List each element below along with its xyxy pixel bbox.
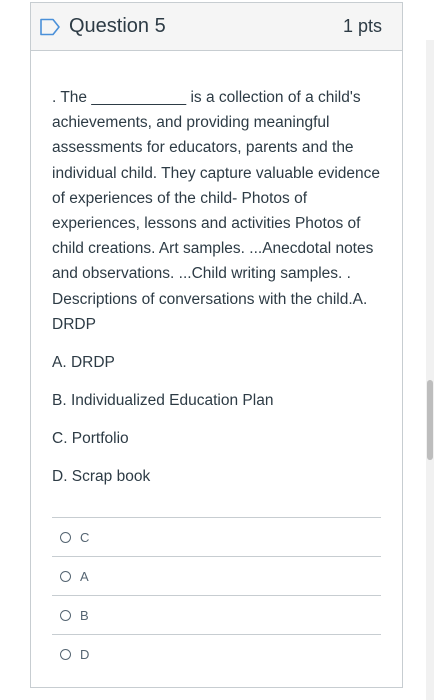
radio-button[interactable]	[60, 571, 71, 582]
radio-button[interactable]	[60, 610, 71, 621]
scrollbar-track[interactable]	[426, 40, 434, 700]
scrollbar-thumb[interactable]	[427, 380, 433, 460]
question-header	[31, 3, 402, 51]
choice-line: D. Scrap book	[52, 468, 151, 486]
answer-options	[52, 517, 381, 674]
answer-option[interactable]	[52, 596, 381, 635]
choices-list	[52, 351, 381, 503]
choice-line: C. Portfolio	[52, 430, 129, 448]
answer-label: D	[80, 647, 90, 663]
answer-option[interactable]	[52, 635, 381, 674]
radio-button[interactable]	[60, 649, 71, 660]
question-header-left	[39, 15, 166, 38]
radio-button[interactable]	[60, 532, 71, 543]
answer-label: A	[80, 568, 89, 584]
question-points: 1 pts	[342, 16, 382, 36]
answer-label: B	[80, 607, 89, 623]
question-text: . The ___________ is a collection of a child's achievements, and providing meaningful assessments for educators, parents and the individual child. They capture valuable evidence of experiences of the child- Photos of experiences, lessons and activities Photos of child creations. Art samples. ...Anecdotal notes and observations. ...Child writing samples. . Descriptions of conversations with the child.A. DRDP	[52, 89, 381, 333]
flag-outline-icon[interactable]	[39, 18, 61, 36]
answer-option[interactable]	[52, 518, 381, 557]
question-title: Question 5	[69, 15, 166, 37]
choice-line: A. DRDP	[52, 354, 115, 372]
question-card	[30, 2, 403, 688]
answer-option[interactable]	[52, 557, 381, 596]
question-body	[31, 51, 402, 674]
choice-line: B. Individualized Education Plan	[52, 392, 274, 410]
answer-label: C	[80, 529, 90, 545]
